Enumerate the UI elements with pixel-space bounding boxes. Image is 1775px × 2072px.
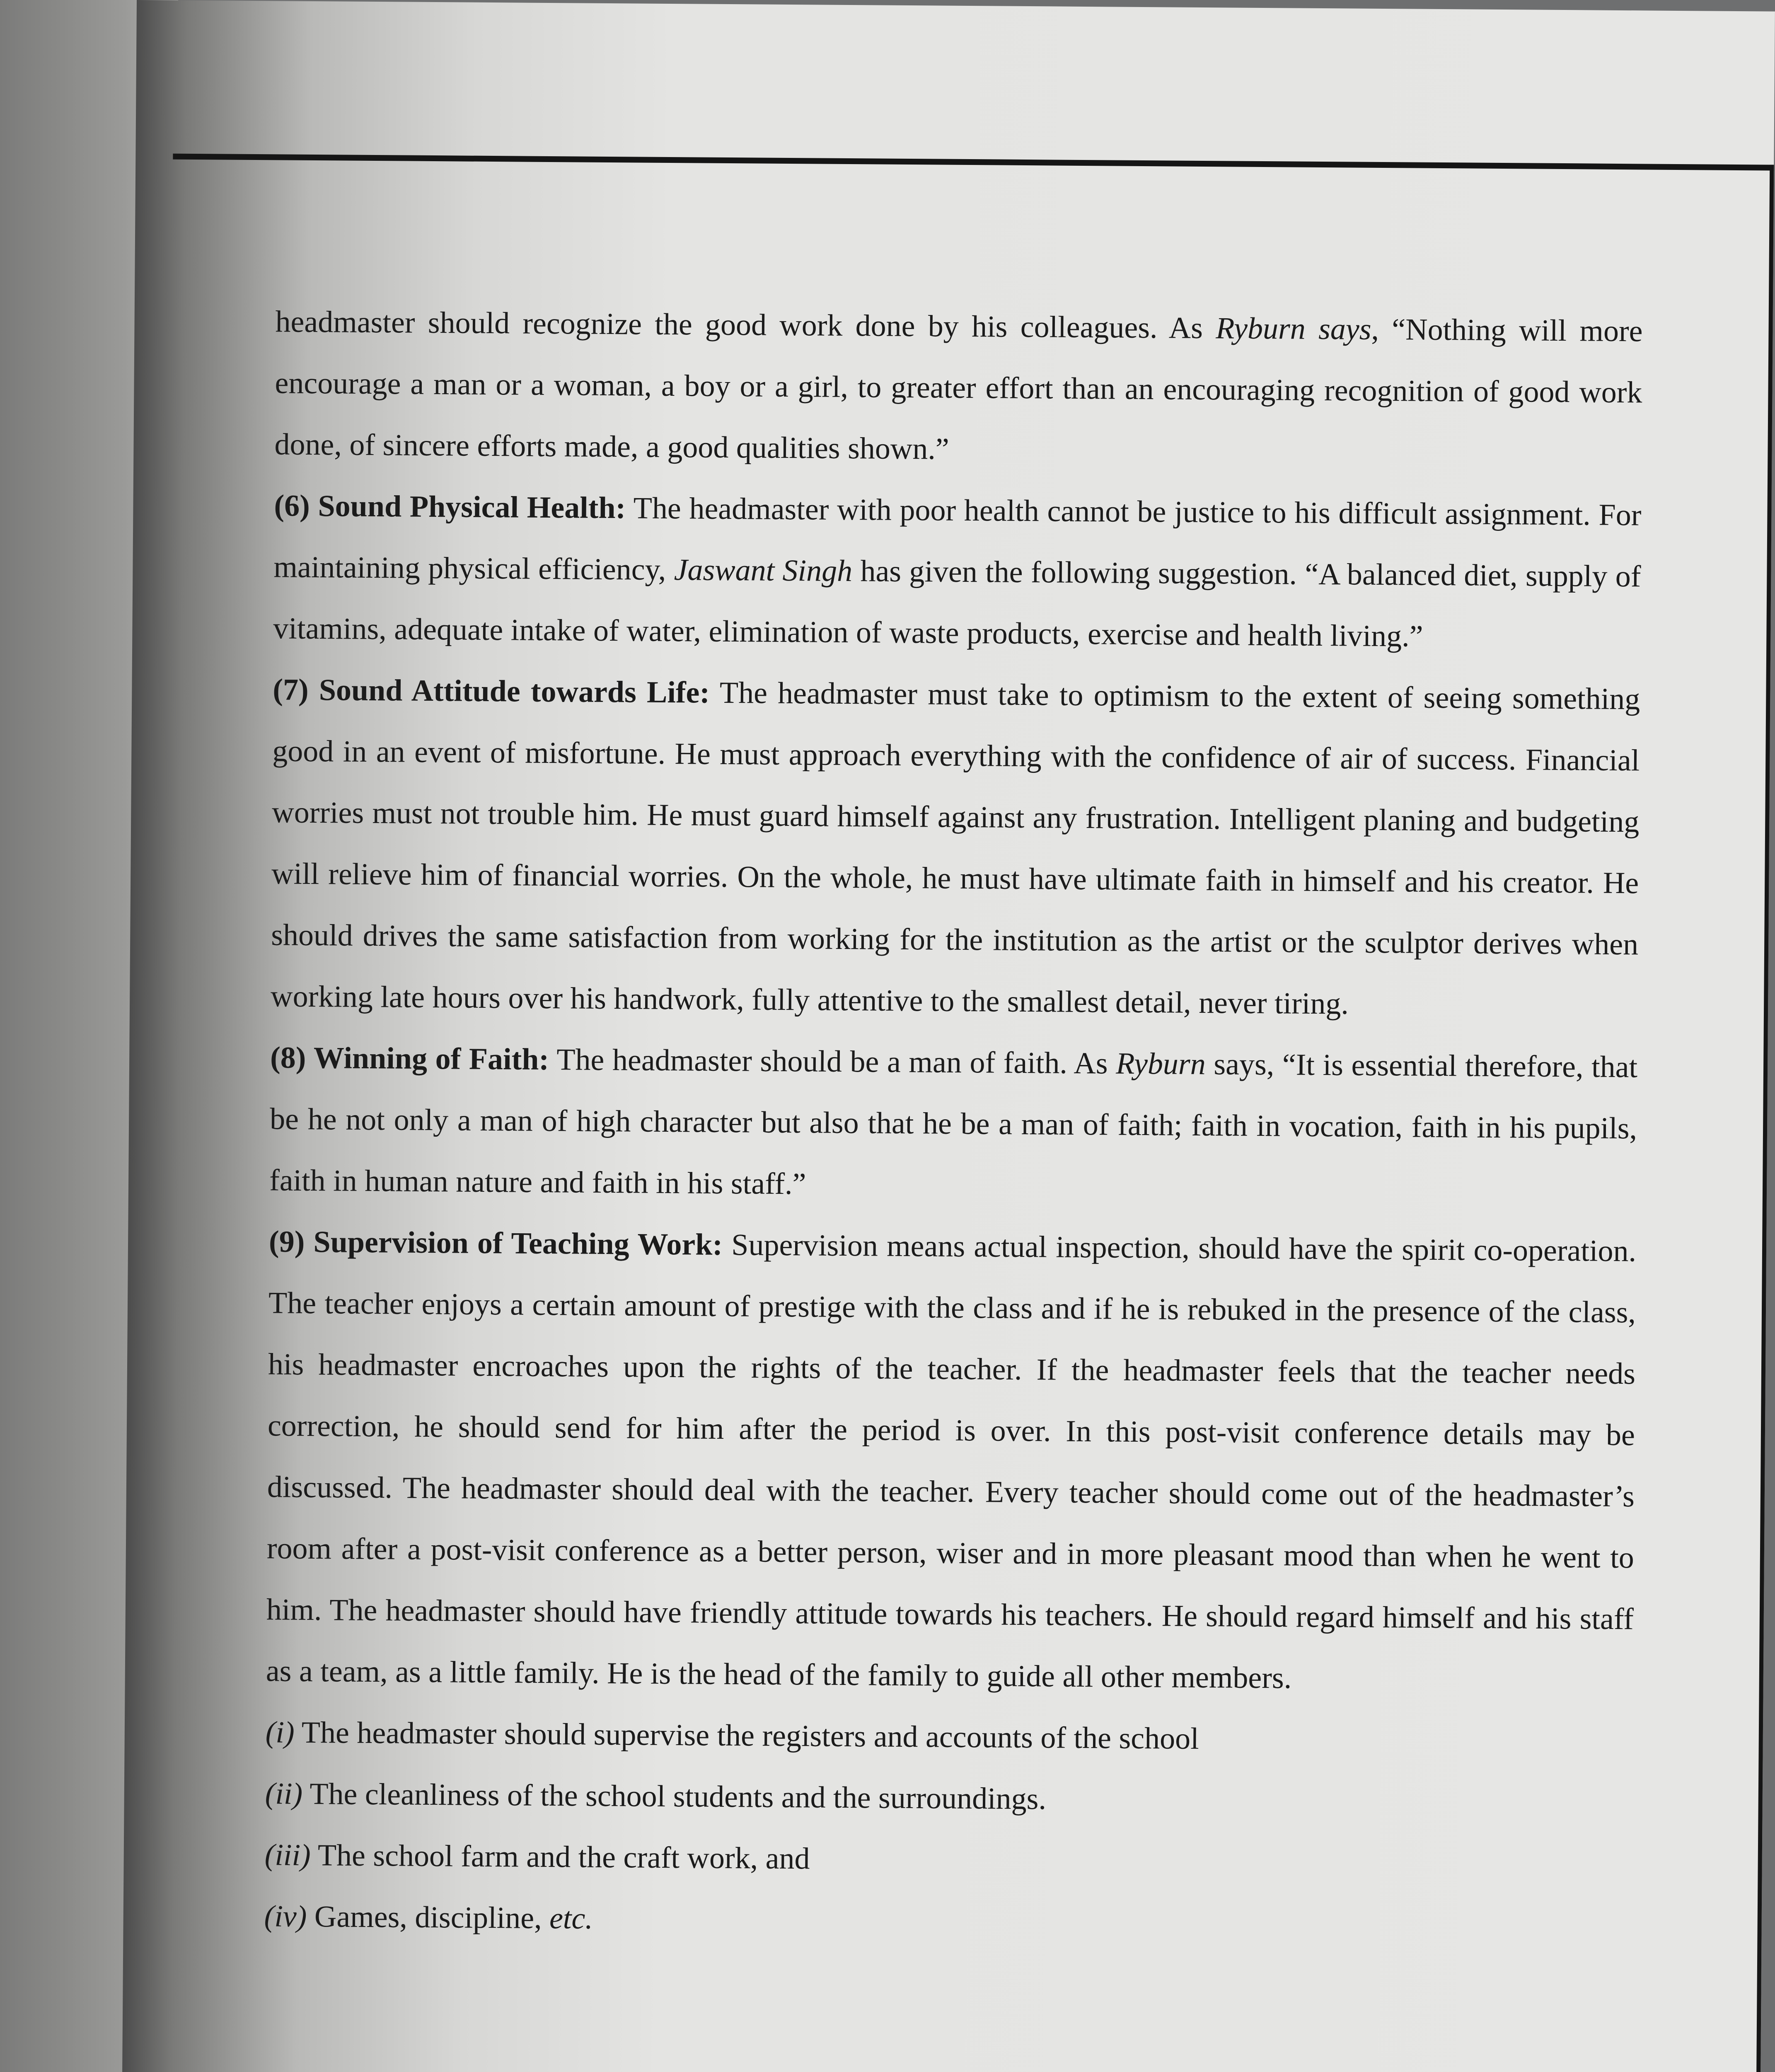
paragraph-supervision	[266, 1211, 1636, 1711]
list-item	[265, 1763, 1632, 1834]
list-item	[264, 1824, 1632, 1895]
list-item	[265, 1702, 1633, 1772]
paragraph-text: The headmaster should be a man of faith. As	[549, 1043, 1116, 1081]
paragraph-text: has given the following suggestion. “A balanced diet, supply of vitamins, adequate intake of water, elimination of waste products, exercise and health living.”	[273, 554, 1641, 654]
list-number: (iv)	[264, 1899, 307, 1934]
list-text: Games, discipline,	[307, 1899, 550, 1936]
paragraph-text: The headmaster must take to optimism to the extent of seeing something good in an event of misfortune. He must approach everything with the confidence of air of success. Financial worries must not trouble him. He must guard himself against any frustration. Intelligent planing and budgeting will relieve him of financial worries. On the whole, he must have ultimate faith in himself and his creator. He should drives the same satisfaction from working for the institution as the artist or the sculptor derives when working late hours over his handwork, fully attentive to the smallest detail, never tiring.	[270, 675, 1640, 1021]
paragraph-text: Supervision means actual inspection, should have the spirit co-operation. The teacher enjoys a certain amount of prestige with the class and if he is rebuked in the presence of the class, his headmaster encroaches upon the rights of the teacher. If the headmaster feels that the teacher needs correction, he should send for him after the period is over. In this post-visit conference details may be discussed. The headmaster should deal with the teacher. Every teacher should come out of the headmaster’s room after a post-visit conference as a better person, wiser and in more pleasant mood than when he went to him. The headmaster should have friendly attitude towards his teachers. He should regard himself and his staff as a team, as a little family. He is the head of the family to guide all other members.	[266, 1227, 1637, 1695]
list-item	[264, 1886, 1632, 1956]
section-heading: (6) Sound Physical Health:	[274, 489, 626, 525]
section-heading: (9) Supervision of Teaching Work:	[268, 1225, 723, 1262]
paragraph-faith	[269, 1027, 1638, 1220]
list-text: The school farm and the craft work, and	[310, 1838, 810, 1876]
right-margin-rule	[1754, 165, 1774, 2072]
list-number: (i)	[265, 1715, 295, 1750]
supervision-list	[264, 1702, 1633, 1956]
book-page	[120, 0, 1775, 2072]
paragraph-text: , “Nothing will more encourage a man or a woman, a boy or a girl, to greater effort than an encouraging recognition of good work done, of sincere efforts made, a good qualities shown.”	[274, 312, 1643, 466]
paragraph-colleagues	[274, 291, 1643, 484]
italic-name: Jaswant Singh	[674, 553, 853, 588]
section-heading: (7) Sound Attitude towards Life:	[273, 673, 710, 710]
list-text-italic: etc.	[549, 1901, 593, 1936]
list-text: The cleanliness of the school students and the surroundings.	[302, 1777, 1047, 1816]
header-rule	[173, 154, 1774, 171]
italic-name: Ryburn	[1115, 1046, 1206, 1082]
section-heading: (8) Winning of Faith:	[270, 1041, 549, 1077]
paragraph-physical-health	[273, 475, 1642, 668]
list-text: The headmaster should supervise the registers and accounts of the school	[294, 1715, 1199, 1756]
paragraph-text: The headmaster with poor health cannot be justice to his difficult assignment. For maintaining physical efficiency,	[273, 491, 1642, 587]
list-number: (ii)	[265, 1777, 303, 1811]
paragraph-text: says, “It is essential therefore, that be he not only a man of high character but also that he be a man of faith; faith in vocation, faith in his pupils, faith in human nature and faith in his staff.”	[269, 1047, 1638, 1201]
italic-name: Ryburn says	[1216, 311, 1371, 346]
list-number: (iii)	[264, 1838, 311, 1873]
paragraph-text: headmaster should recognize the good work done by his colleagues. As	[275, 305, 1216, 346]
paragraph-attitude	[271, 659, 1640, 1036]
page-text	[264, 291, 1643, 1956]
